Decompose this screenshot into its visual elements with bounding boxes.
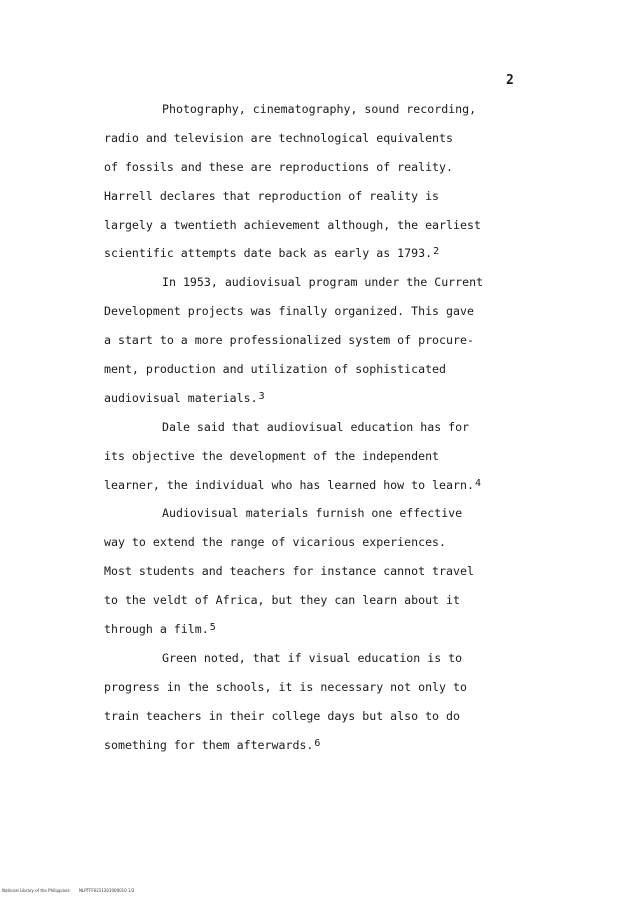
- text-line: Green noted, that if visual education is to: [162, 650, 463, 665]
- document-body: [104, 95, 544, 759]
- text-line: In 1953, audiovisual program under the Current: [162, 275, 484, 290]
- text-line: way to extend the range of vicarious experiences.: [104, 535, 447, 550]
- footnote-marker: 3: [258, 390, 265, 402]
- footnote-marker: 4: [474, 477, 481, 489]
- footer-library: National Library of the Philippines: [2, 888, 70, 893]
- text-line: a start to a more professionalized system of procure-: [104, 333, 474, 348]
- text-line-with-footnote: [104, 384, 544, 413]
- text-line: Harrell declares that reproduction of reality is: [104, 188, 440, 203]
- paragraph-1: [104, 95, 544, 268]
- text-line: Dale said that audiovisual education has for: [162, 419, 470, 434]
- text-line-with-footnote: [104, 731, 544, 760]
- text-line: something for them afterwards.: [104, 737, 314, 752]
- page-number: 2: [506, 73, 514, 88]
- text-line: through a film.: [104, 622, 209, 637]
- text-line-with-footnote: [104, 615, 544, 644]
- footnote-marker: 5: [209, 622, 216, 634]
- text-line: Photography, cinematography, sound recording,: [162, 102, 477, 116]
- paragraph-5: [104, 644, 544, 760]
- text-line: progress in the schools, it is necessary not only to: [104, 679, 467, 694]
- text-line: Most students and teachers for instance cannot travel: [104, 564, 474, 579]
- text-line: Audiovisual materials furnish one effective: [162, 506, 463, 521]
- text-line: its objective the development of the independent: [104, 448, 440, 463]
- footnote-marker: 6: [314, 737, 321, 749]
- footnote-marker: 2: [433, 246, 440, 258]
- paragraph-2: [104, 268, 544, 412]
- text-line-with-footnote: [104, 239, 544, 268]
- text-line: largely a twentieth achievement although, the earliest: [104, 217, 481, 232]
- text-line: audiovisual materials.: [104, 390, 258, 405]
- paragraph-3: [104, 413, 544, 500]
- text-line: to the veldt of Africa, but they can learn about it: [104, 593, 460, 608]
- text-line: train teachers in their college days but also to do: [104, 708, 460, 723]
- text-line: radio and television are technological equivalents: [104, 130, 454, 145]
- paragraph-4: [104, 499, 544, 643]
- text-line: Development projects was finally organized. This gave: [104, 304, 474, 319]
- text-line-with-footnote: [104, 471, 544, 500]
- scan-footer: [2, 888, 134, 893]
- text-line: learner, the individual who has learned how to learn.: [104, 477, 474, 492]
- footer-code: NLPTFF0211201000010 1/2: [79, 888, 135, 893]
- text-line: scientific attempts date back as early as 1793.: [104, 246, 433, 261]
- text-line: ment, production and utilization of sophisticated: [104, 362, 447, 377]
- text-line: of fossils and these are reproductions of reality.: [104, 159, 454, 174]
